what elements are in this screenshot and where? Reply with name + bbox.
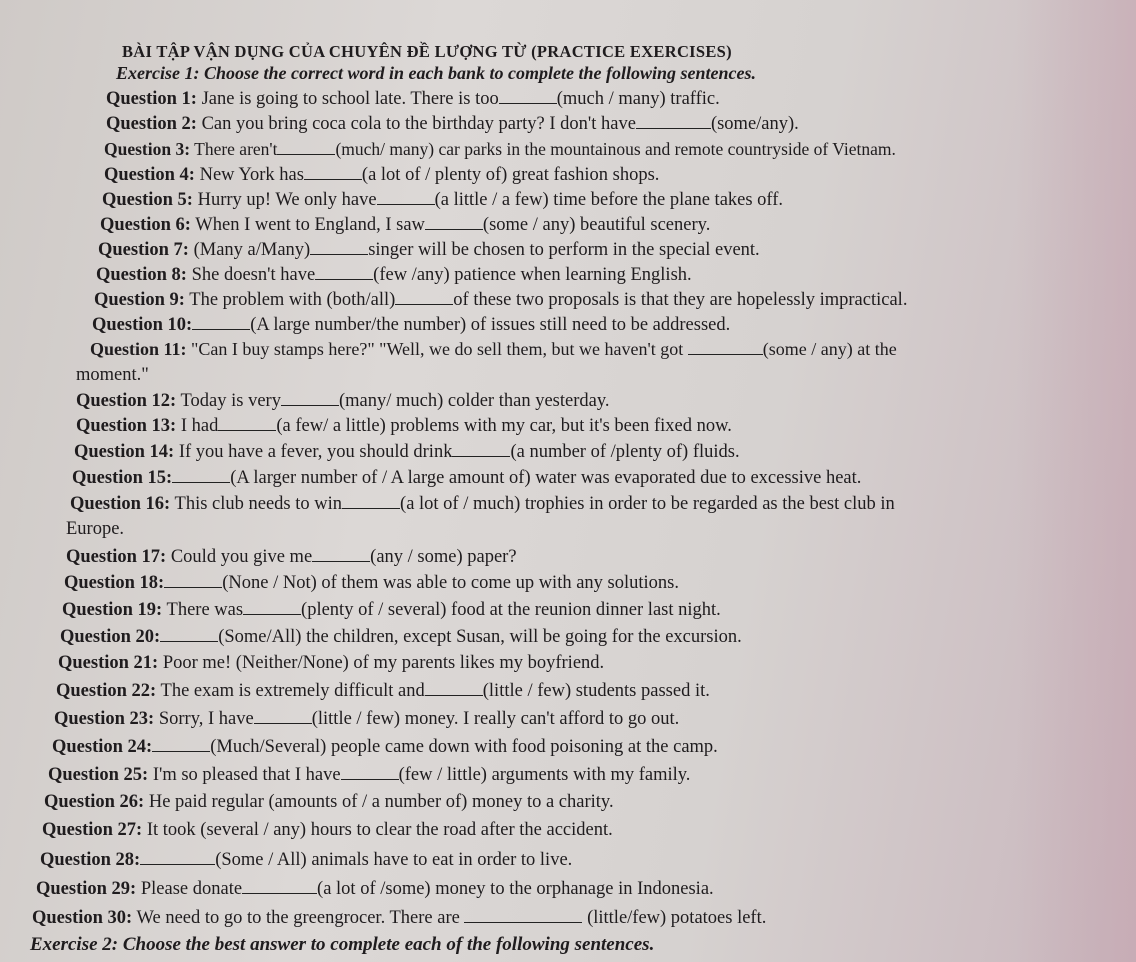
question-text: It took (several / any) hours to clear the road after the accident. [146,820,613,840]
question-label: Question 29: [36,879,137,899]
question-options: (plenty of / several) food at the reunion dinner last night. [301,600,721,620]
question-16-continued: Europe. [66,519,125,539]
question-label: Question 14: [74,442,175,462]
paper-shadow [1016,0,1136,962]
question-9 [94,288,907,311]
question-28 [40,848,572,871]
question-13 [76,414,732,437]
question-text: There aren't [194,139,278,159]
question-label: Question 4: [104,165,195,185]
answer-blank[interactable] [499,87,557,104]
question-options: (a lot of /some) money to the orphanage in Indonesia. [317,879,714,899]
question-text: The exam is extremely difficult and [160,681,425,701]
question-7 [98,238,760,261]
question-10 [92,313,730,336]
question-label: Question 11: [90,339,187,359]
question-label: Question 3: [104,139,191,159]
question-15 [72,466,861,489]
question-text: She doesn't have [191,265,316,285]
question-label: Question 20: [60,627,161,647]
question-text: "Can I buy stamps here?" "Well, we do sell them, but we haven't got [191,339,684,359]
question-options: (A larger number of / A large amount of) water was evaporated due to excessive heat. [230,468,862,488]
question-label: Question 27: [42,820,143,840]
question-30 [32,906,766,929]
answer-blank[interactable] [152,735,210,752]
question-label: Question 15: [72,468,173,488]
answer-blank[interactable] [140,848,215,865]
question-label: Question 16: [70,494,171,514]
question-label: Question 10: [92,315,193,335]
question-options: (much/ many) car parks in the mountainous and remote countryside of Vietnam. [335,139,896,159]
answer-blank[interactable] [164,571,222,588]
question-29 [36,877,714,900]
answer-blank[interactable] [172,466,230,483]
question-17 [66,545,517,568]
question-options: (a little / a few) time before the plane takes off. [434,190,784,210]
question-label: Question 21: [58,653,159,673]
question-5 [102,188,783,211]
question-label: Question 25: [48,765,149,785]
question-text: Could you give me [170,547,313,567]
question-text: I'm so pleased that I have [152,765,341,785]
answer-blank[interactable] [636,112,711,129]
question-text: Jane is going to school late. There is too [201,89,499,109]
question-label: Question 1: [106,89,197,109]
question-label: Question 12: [76,391,177,411]
question-options: (little / few) students passed it. [482,681,710,701]
answer-blank[interactable] [277,138,335,155]
question-11 [90,338,897,360]
question-options: (None / Not) of them was able to come up with any solutions. [222,573,679,593]
question-23 [54,707,679,730]
question-label: Question 5: [102,190,193,210]
question-text: There was [166,600,244,620]
question-options: (Some / All) animals have to eat in order to live. [215,850,573,870]
answer-blank[interactable] [395,288,453,305]
question-text: We need to go to the greengrocer. There are [136,908,460,928]
question-20 [60,625,742,648]
question-options: (few /any) patience when learning English. [373,265,692,285]
question-label: Question 30: [32,908,133,928]
question-options: (a lot of / much) trophies in order to be regarded as the best club in [400,494,895,514]
answer-blank[interactable] [243,598,301,615]
question-text: Can you bring coca cola to the birthday party? I don't have [201,114,636,134]
question-8 [96,263,692,286]
question-options: (little/few) potatoes left. [587,908,767,928]
question-4 [104,163,659,186]
exercise-2-heading: Exercise 2: Choose the best answer to complete each of the following sentences. [30,934,655,955]
question-text: Today is very [180,391,281,411]
question-options: (some / any) at the [762,339,897,359]
answer-blank[interactable] [218,414,276,431]
answer-blank[interactable] [464,906,582,923]
question-27 [42,819,613,841]
question-24 [52,735,718,758]
answer-blank[interactable] [192,313,250,330]
question-21 [58,652,604,674]
exercise-1-instruction: Choose the correct word in each bank to complete the following sentences. [203,63,756,83]
question-options: (many/ much) colder than yesterday. [338,391,610,411]
question-label: Question 26: [44,792,145,812]
question-text: He paid regular (amounts of / a number of) money to a charity. [148,792,614,812]
question-options: (few / little) arguments with my family. [398,765,691,785]
question-label: Question 18: [64,573,165,593]
answer-blank[interactable] [310,238,368,255]
answer-blank[interactable] [342,492,400,509]
question-22 [56,679,710,702]
question-options: of these two proposals is that they are hopelessly impractical. [453,290,908,310]
answer-blank[interactable] [281,389,339,406]
question-text: This club needs to win [174,494,343,514]
answer-blank[interactable] [377,188,435,205]
question-label: Question 6: [100,215,191,235]
question-text: Please donate [140,879,243,899]
answer-blank[interactable] [315,263,373,280]
question-19 [62,598,721,621]
question-label: Question 23: [54,709,155,729]
question-options: (a few/ a little) problems with my car, but it's been fixed now. [276,416,732,436]
question-2 [106,112,799,135]
question-label: Question 8: [96,265,187,285]
question-label: Question 7: [98,240,189,260]
question-options: (a lot of / plenty of) great fashion shops. [361,165,660,185]
question-18 [64,571,679,594]
exercise-1-heading [116,62,756,84]
question-3 [104,138,896,160]
question-label: Question 9: [94,290,185,310]
question-options: (much / many) traffic. [556,89,720,109]
question-text: Sorry, I have [158,709,254,729]
question-options: (a number of /plenty of) fluids. [510,442,740,462]
answer-blank[interactable] [341,763,399,780]
question-text: When I went to England, I saw [195,215,425,235]
question-options: (Some/All) the children, except Susan, will be going for the excursion. [218,627,742,647]
question-options: (any / some) paper? [370,547,517,567]
question-label: Question 19: [62,600,163,620]
question-text: Hurry up! We only have [197,190,377,210]
answer-blank[interactable] [304,163,362,180]
question-12 [76,389,610,412]
answer-blank[interactable] [688,338,763,355]
question-text: New York has [199,165,304,185]
worksheet-title: BÀI TẬP VẬN DỤNG CỦA CHUYÊN ĐỀ LƯỢNG TỪ (PRACTICE EXERCISES) [122,42,732,61]
question-1 [106,87,720,110]
question-options: (some/any). [710,114,799,134]
question-text: (Many a/Many) [193,240,311,260]
question-text: If you have a fever, you should drink [178,442,453,462]
question-label: Question 22: [56,681,157,701]
question-options: singer will be chosen to perform in the special event. [368,240,760,260]
question-label: Question 13: [76,416,177,436]
question-text: The problem with (both/all) [189,290,396,310]
answer-blank[interactable] [312,545,370,562]
question-options: (Much/Several) people came down with food poisoning at the camp. [210,737,718,757]
answer-blank[interactable] [425,679,483,696]
answer-blank[interactable] [254,707,312,724]
question-6 [100,213,710,236]
answer-blank[interactable] [452,440,510,457]
question-label: Question 24: [52,737,153,757]
answer-blank[interactable] [242,877,317,894]
question-options: (A large number/the number) of issues still need to be addressed. [250,315,731,335]
question-label: Question 28: [40,850,141,870]
question-text: Poor me! (Neither/None) of my parents likes my boyfriend. [162,653,605,673]
question-16 [70,492,895,515]
question-options: (some / any) beautiful scenery. [482,215,711,235]
question-25 [48,763,690,786]
answer-blank[interactable] [425,213,483,230]
question-label: Question 17: [66,547,167,567]
question-14 [74,440,740,463]
question-label: Question 2: [106,114,197,134]
question-options: (little / few) money. I really can't afford to go out. [311,709,680,729]
answer-blank[interactable] [160,625,218,642]
question-11-continued: moment." [76,365,149,385]
question-26 [44,791,614,813]
exercise-1-label: Exercise 1: [116,63,200,83]
question-text: I had [180,416,219,436]
